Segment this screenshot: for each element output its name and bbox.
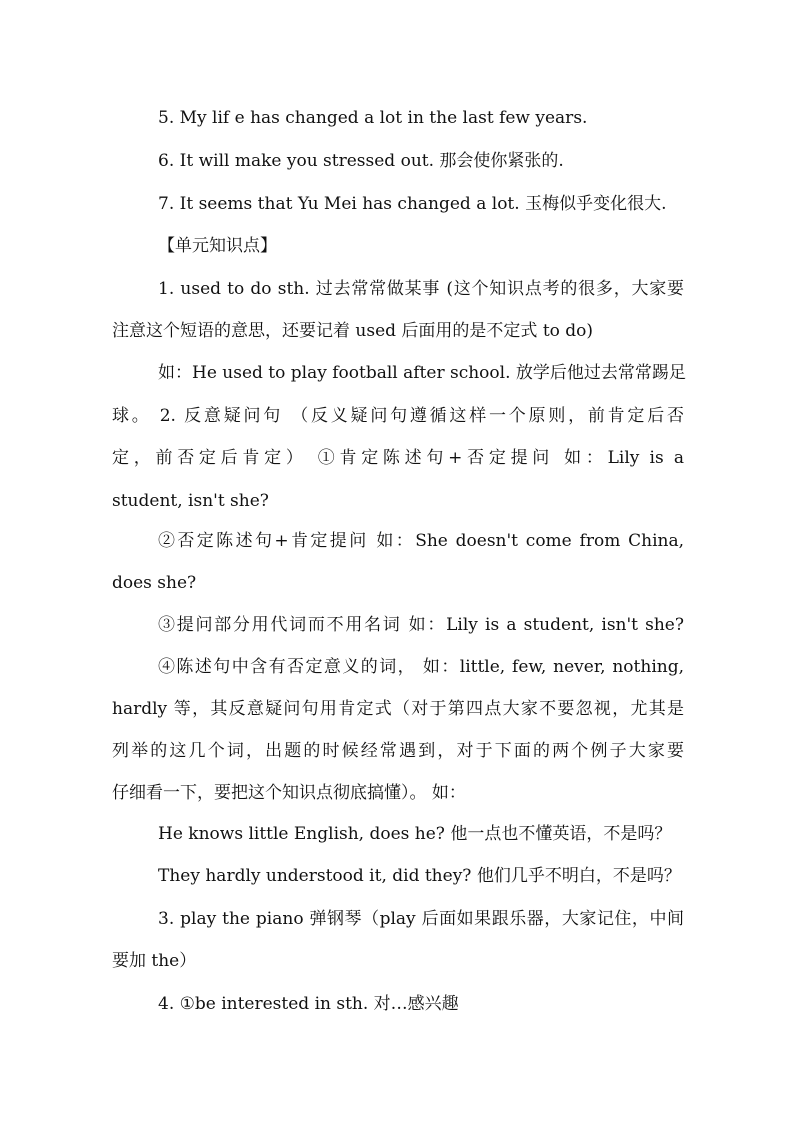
text-line: ③提问部分用代词而不用名词 如：Lily is a student, isn't she? (158, 615, 684, 635)
text-line: 如：He used to play football after school. 放学后他过去常常踢足 (158, 363, 686, 383)
text-line: 注意这个短语的意思，还要记着 used 后面用的是不定式 to do) (112, 321, 594, 341)
text-line: 3. play the piano 弹钢琴（play 后面如果跟乐器，大家记住，中间 (158, 909, 684, 929)
example-line: He knows little English, does he? 他一点也不懂英语，不是吗？ (158, 824, 672, 844)
text-line: 6. It will make you stressed out. 那会使你紧张的. (158, 151, 564, 171)
text-line: hardly 等，其反意疑问句用肯定式（对于第四点大家不要忽视，尤其是 (112, 699, 684, 719)
text-line: ④陈述句中含有否定意义的词， 如：little, few, never, nothing, (158, 657, 684, 677)
text-line: 1. used to do sth. 过去常常做某事 (这个知识点考的很多，大家要 (158, 279, 684, 299)
text-line: 仔细看一下，要把这个知识点彻底搞懂）。 如： (112, 783, 466, 803)
text-line: 定，前否定后肯定） ①肯定陈述句+否定提问 如：Lily is a (112, 448, 684, 468)
text-line: 7. It seems that Yu Mei has changed a lot. 玉梅似乎变化很大. (158, 194, 667, 214)
text-line: 4. ①be interested in sth. 对…感兴趣 (158, 994, 459, 1014)
section-heading: 【单元知识点】 (158, 236, 277, 256)
text-line: 5. My lif e has changed a lot in the last few years. (158, 108, 588, 128)
text-line: 列举的这几个词，出题的时候经常遇到，对于下面的两个例子大家要 (112, 741, 684, 761)
text-line: student, isn't she? (112, 491, 269, 511)
text-line: does she? (112, 573, 197, 593)
text-line: ②否定陈述句+肯定提问 如：She doesn't come from China, (158, 531, 684, 551)
text-line: 球。 2. 反意疑问句 （反义疑问句遵循这样一个原则，前肯定后否 (112, 406, 684, 426)
text-line: 要加 the） (112, 951, 197, 971)
example-line: They hardly understood it, did they? 他们几乎不明白，不是吗？ (158, 866, 681, 886)
